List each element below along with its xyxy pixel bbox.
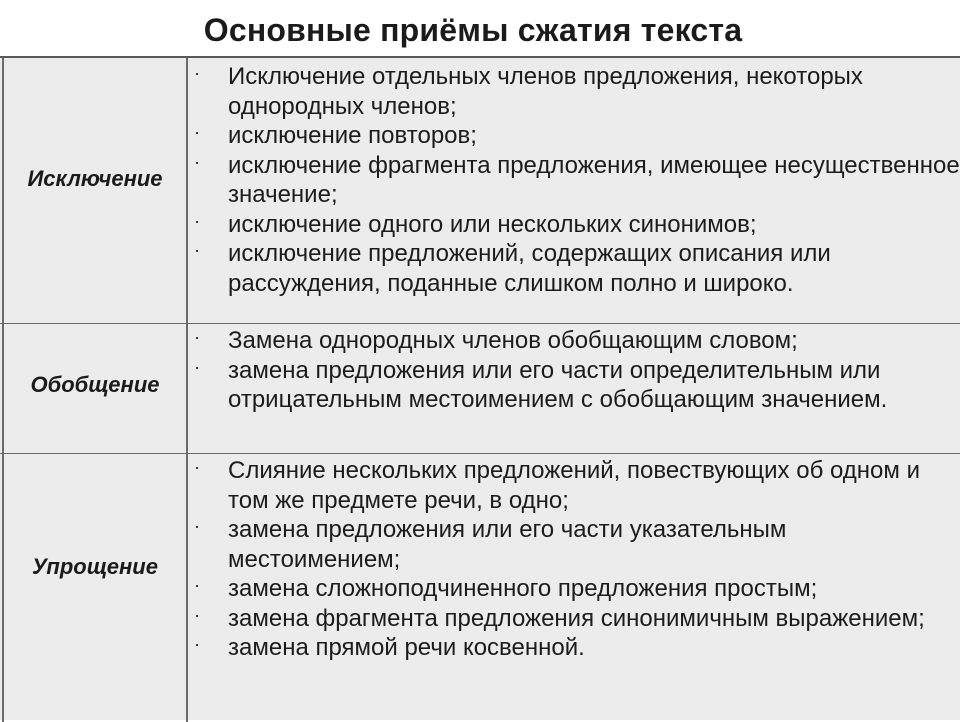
list-item: [190, 356, 960, 415]
list-item: [190, 574, 960, 604]
list-item: [190, 456, 960, 515]
list-item: [190, 515, 960, 574]
compression-techniques-table: [0, 56, 960, 720]
bullet-icon: ·: [194, 327, 200, 347]
bullet-list-generalization: [190, 326, 960, 415]
row-content-generalization: [190, 326, 960, 415]
table-row-exclusion: [0, 58, 960, 324]
bullet-icon: ·: [194, 457, 200, 477]
bullet-list-exclusion: [190, 62, 960, 298]
list-item-text: исключение одного или нескольких синонимов;: [228, 210, 757, 238]
list-item: [190, 239, 960, 298]
bullet-icon: ·: [194, 63, 200, 83]
bullet-icon: ·: [194, 604, 200, 625]
list-item: [190, 326, 960, 356]
table-row-simplification: [0, 454, 960, 722]
row-label-generalization: Обобщение: [30, 372, 160, 397]
bullet-list-simplification: [190, 456, 960, 663]
list-item: [190, 151, 960, 210]
bullet-icon: ·: [194, 240, 200, 260]
list-item-text: замена предложения или его части определительным или отрицательным местоимением с обобщающим значением.: [228, 356, 888, 413]
list-item-text: исключение фрагмента предложения, имеющее несущественное значение;: [228, 151, 960, 208]
list-item-text: Замена однородных членов обобщающим словом;: [228, 327, 798, 354]
bullet-icon: ·: [194, 151, 200, 172]
row-content-simplification: [190, 456, 960, 663]
list-item: [190, 210, 960, 240]
list-item: [190, 62, 960, 121]
list-item: [190, 121, 960, 151]
row-label-exclusion: Исключение: [27, 166, 163, 191]
row-label-simplification: Упрощение: [32, 554, 158, 579]
list-item: [190, 604, 960, 634]
bullet-icon: ·: [194, 634, 200, 654]
bullet-icon: ·: [194, 356, 200, 377]
page-title: Основные приёмы сжатия текста: [203, 12, 743, 48]
bullet-icon: ·: [194, 575, 200, 595]
list-item-text: Слияние нескольких предложений, повествующих об одном и том же предмете речи, в одно;: [228, 457, 920, 514]
list-item-text: Исключение отдельных членов предложения, некоторых однородных членов;: [228, 63, 863, 120]
bullet-icon: ·: [194, 516, 200, 536]
list-item-text: замена сложноподчиненного предложения простым;: [228, 575, 818, 602]
list-item-text: замена предложения или его части указательным местоимением;: [228, 516, 787, 573]
list-item-text: исключение предложений, содержащих описания или рассуждения, поданные слишком полно и широко.: [228, 240, 831, 297]
bullet-icon: ·: [194, 210, 200, 231]
table-row-generalization: [0, 324, 960, 454]
list-item-text: замена фрагмента предложения синонимичным выражением;: [228, 604, 925, 632]
bullet-icon: ·: [194, 122, 200, 142]
list-item-text: исключение повторов;: [228, 122, 477, 149]
row-content-exclusion: [190, 62, 960, 298]
list-item-text: замена прямой речи косвенной.: [228, 634, 585, 661]
list-item: [190, 633, 960, 663]
